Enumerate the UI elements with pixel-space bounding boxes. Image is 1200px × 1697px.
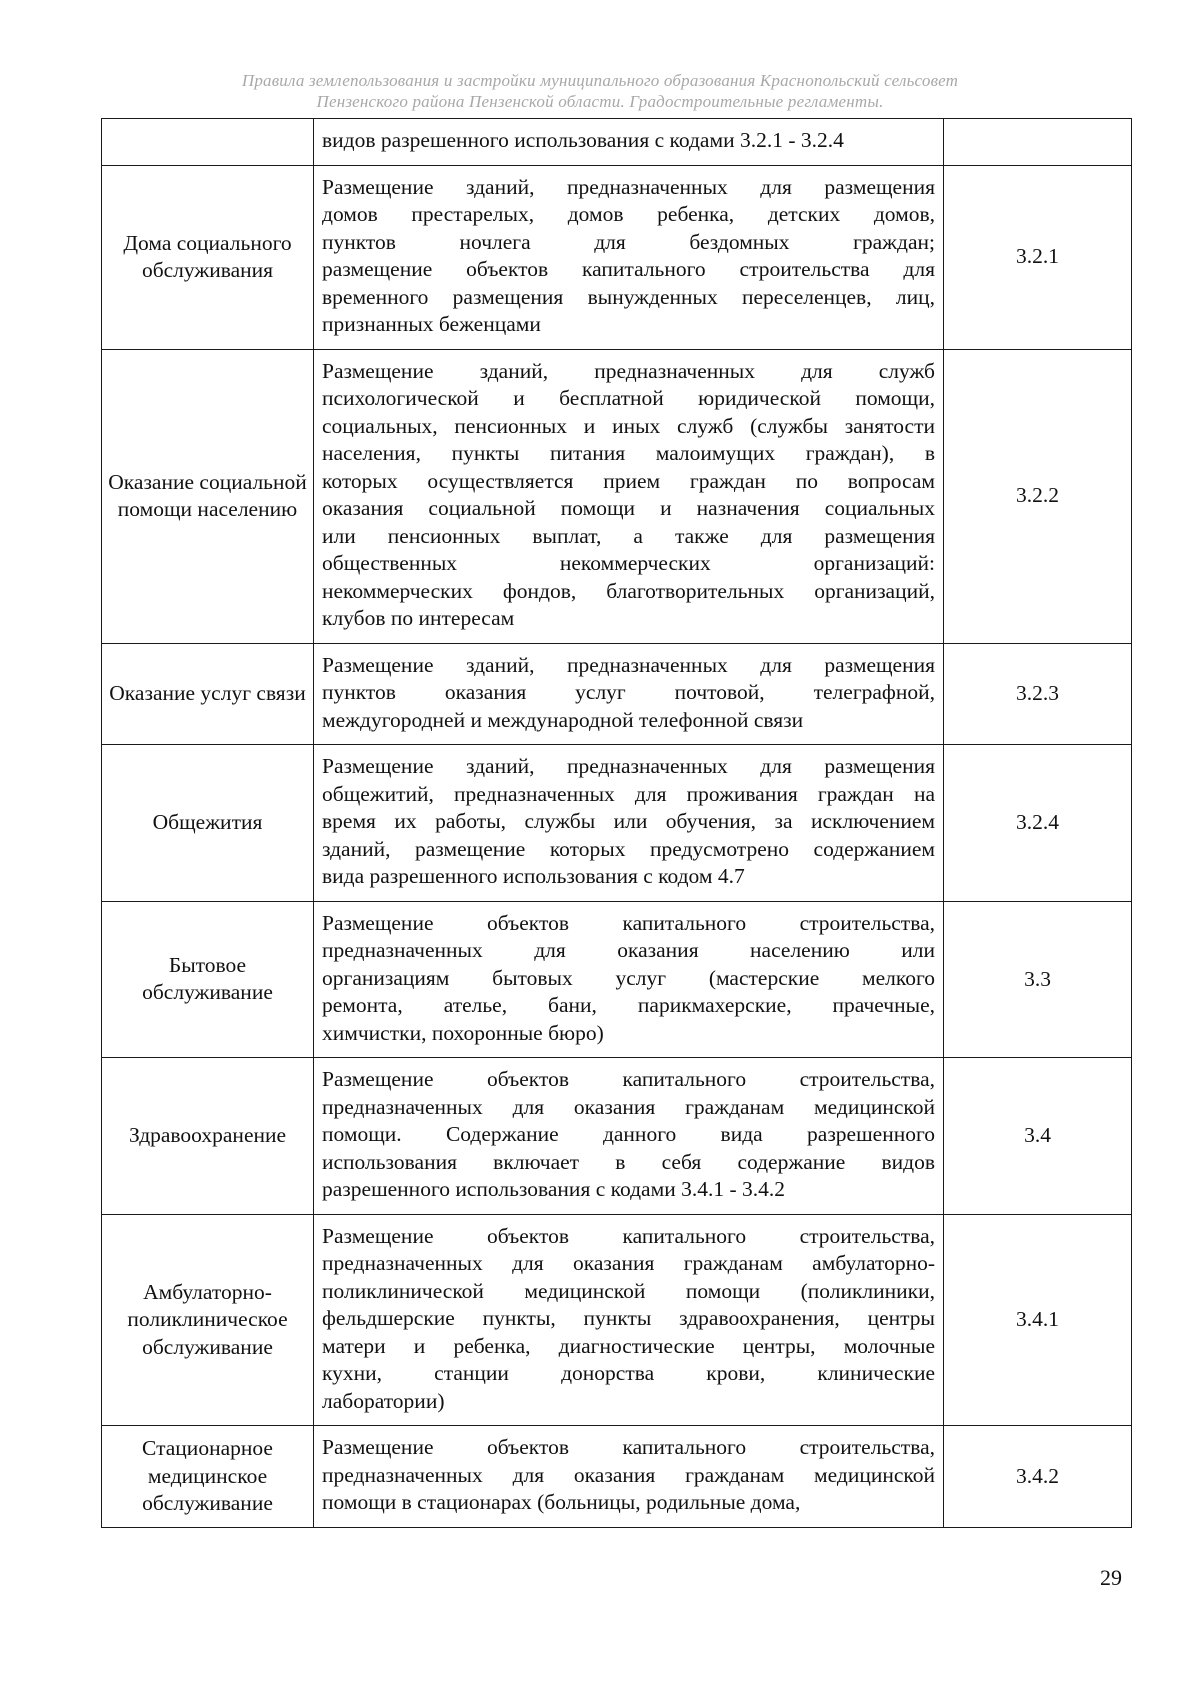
land-use-description-cell bbox=[314, 1058, 944, 1215]
description-line: время их работы, службы или обучения, за исключением bbox=[322, 809, 935, 833]
table-row bbox=[102, 745, 1132, 902]
land-use-description-cell bbox=[314, 1426, 944, 1528]
description-line: предназначенных для оказания гражданам амбулаторно- bbox=[322, 1251, 935, 1275]
description-line: предназначенных для оказания гражданам медицинской bbox=[322, 1462, 935, 1487]
description-line: пунктов оказания услуг почтовой, телеграфной, bbox=[322, 680, 935, 704]
description-line: пунктов ночлега для бездомных граждан; bbox=[322, 229, 935, 254]
land-use-code-cell: 3.4 bbox=[944, 1058, 1132, 1215]
land-use-name-cell: Стационарное медицинское обслуживание bbox=[102, 1426, 314, 1528]
description-line: размещение объектов капитального строительства для bbox=[322, 257, 935, 281]
running-header-line-1: Правила землепользования и застройки муниципального образования Краснопольский сельсовет bbox=[241, 71, 959, 90]
description-line: зданий, размещение которых предусмотрено содержанием bbox=[322, 836, 935, 861]
description-line: лаборатории) bbox=[322, 1388, 445, 1413]
land-use-code-cell: 3.4.2 bbox=[944, 1426, 1132, 1528]
description-line: или пенсионных выплат, а также для размещения bbox=[322, 523, 935, 548]
description-line: видов разрешенного использования с кодами 3.2.1 - 3.2.4 bbox=[322, 128, 844, 152]
table-row bbox=[102, 643, 1132, 745]
land-use-name-cell: Бытовое обслуживание bbox=[102, 901, 314, 1058]
description-line: кухни, станции донорства крови, клинические bbox=[322, 1361, 935, 1385]
page-number: 29 bbox=[1100, 1565, 1122, 1590]
table-row bbox=[102, 901, 1132, 1058]
land-use-description-cell bbox=[314, 349, 944, 643]
land-use-table bbox=[101, 118, 1132, 1528]
land-use-code-cell: 3.2.2 bbox=[944, 349, 1132, 643]
land-use-name-cell bbox=[102, 119, 314, 166]
description-line: химчистки, похоронные бюро) bbox=[322, 1020, 604, 1045]
table-row bbox=[102, 1058, 1132, 1215]
description-line: населения, пункты питания малоимущих граждан), в bbox=[322, 441, 935, 465]
description-line: некоммерческих фондов, благотворительных организаций, bbox=[322, 578, 935, 603]
land-use-code-cell: 3.4.1 bbox=[944, 1214, 1132, 1426]
land-use-name-cell: Здравоохранение bbox=[102, 1058, 314, 1215]
land-use-code-cell: 3.2.3 bbox=[944, 643, 1132, 745]
description-line: Размещение объектов капитального строительства, bbox=[322, 1435, 935, 1459]
land-use-code-cell: 3.2.1 bbox=[944, 165, 1132, 349]
table-row bbox=[102, 165, 1132, 349]
running-header bbox=[100, 70, 1100, 112]
land-use-description-cell bbox=[314, 643, 944, 745]
land-use-description-cell bbox=[314, 1214, 944, 1426]
running-header-line-2: Пензенского района Пензенской области. Градостроительные регламенты. bbox=[316, 92, 884, 111]
table-row bbox=[102, 1214, 1132, 1426]
description-line: Размещение зданий, предназначенных для размещения bbox=[322, 754, 935, 778]
description-line: общежитий, предназначенных для проживания граждан на bbox=[322, 781, 935, 806]
land-use-description-cell bbox=[314, 901, 944, 1058]
description-line: помощи. Содержание данного вида разрешенного bbox=[322, 1122, 935, 1146]
land-use-code-cell bbox=[944, 119, 1132, 166]
description-line: клубов по интересам bbox=[322, 606, 515, 630]
land-use-description-cell bbox=[314, 119, 944, 166]
description-line: предназначенных для оказания гражданам медицинской bbox=[322, 1094, 935, 1119]
description-line: организациям бытовых услуг (мастерские мелкого bbox=[322, 965, 935, 990]
description-line: которых осуществляется прием граждан по вопросам bbox=[322, 468, 935, 493]
land-use-name-cell: Дома социального обслуживания bbox=[102, 165, 314, 349]
description-line: ремонта, ателье, бани, парикмахерские, прачечные, bbox=[322, 993, 935, 1017]
land-use-code-cell: 3.3 bbox=[944, 901, 1132, 1058]
description-line: вида разрешенного использования с кодом 4.7 bbox=[322, 864, 745, 888]
description-line: оказания социальной помощи и назначения социальных bbox=[322, 496, 935, 520]
description-line: матери и ребенка, диагностические центры, молочные bbox=[322, 1333, 935, 1358]
description-line: поликлинической медицинской помощи (поликлиники, bbox=[322, 1278, 935, 1303]
description-line: психологической и бесплатной юридической помощи, bbox=[322, 386, 935, 410]
land-use-table-body bbox=[102, 119, 1132, 1528]
description-line: междугородней и международной телефонной связи bbox=[322, 707, 804, 732]
description-line: предназначенных для оказания населению или bbox=[322, 938, 935, 962]
description-line: Размещение объектов капитального строительства, bbox=[322, 1223, 935, 1248]
land-use-name-cell: Общежития bbox=[102, 745, 314, 902]
description-line: фельдшерские пункты, пункты здравоохранения, центры bbox=[322, 1306, 935, 1330]
land-use-description-cell bbox=[314, 165, 944, 349]
description-line: помощи в стационарах (больницы, родильные дома, bbox=[322, 1490, 801, 1514]
land-use-name-cell: Оказание социальной помощи населению bbox=[102, 349, 314, 643]
land-use-code-cell: 3.2.4 bbox=[944, 745, 1132, 902]
table-row bbox=[102, 349, 1132, 643]
land-use-description-cell bbox=[314, 745, 944, 902]
description-line: домов престарелых, домов ребенка, детских домов, bbox=[322, 202, 935, 226]
description-line: общественных некоммерческих организаций: bbox=[322, 551, 935, 575]
land-use-name-cell: Оказание услуг связи bbox=[102, 643, 314, 745]
description-line: использования включает в себя содержание видов bbox=[322, 1149, 935, 1174]
land-use-name-cell: Амбулаторно-поликлиническое обслуживание bbox=[102, 1214, 314, 1426]
description-line: социальных, пенсионных и иных служб (службы занятости bbox=[322, 413, 935, 438]
description-line: разрешенного использования с кодами 3.4.1 - 3.4.2 bbox=[322, 1177, 785, 1201]
description-line: Размещение зданий, предназначенных для размещения bbox=[322, 174, 935, 199]
description-line: Размещение зданий, предназначенных для служб bbox=[322, 358, 935, 383]
description-line: временного размещения вынужденных переселенцев, лиц, bbox=[322, 284, 935, 309]
table-row bbox=[102, 1426, 1132, 1528]
description-line: признанных беженцами bbox=[322, 312, 541, 336]
description-line: Размещение зданий, предназначенных для размещения bbox=[322, 652, 935, 677]
description-line: Размещение объектов капитального строительства, bbox=[322, 1067, 935, 1091]
description-line: Размещение объектов капитального строительства, bbox=[322, 910, 935, 935]
table-row bbox=[102, 119, 1132, 166]
